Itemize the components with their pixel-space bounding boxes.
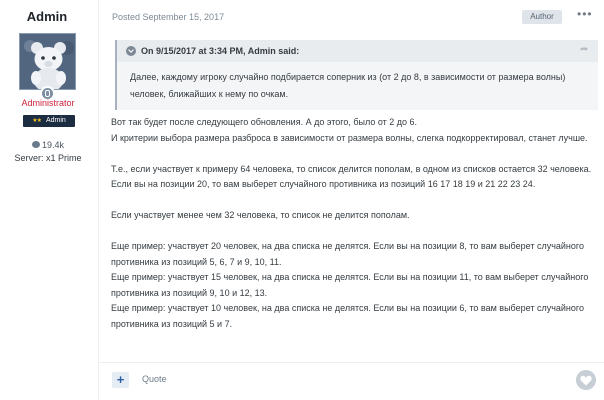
post-paragraph: Если участвует менее чем 32 человека, то список не делится пополам. xyxy=(111,210,410,220)
post-count xyxy=(0,140,96,150)
group-badge xyxy=(23,115,75,127)
group-title: Administrator xyxy=(21,98,75,108)
post-paragraph: Вот так будет после следующего обновления. А до этого, было от 2 до 6. xyxy=(111,117,418,127)
quote-citation: On 9/15/2017 at 3:34 PM, Admin said: xyxy=(141,46,300,56)
post-content xyxy=(98,0,604,400)
author-label: Author xyxy=(522,10,562,24)
collapse-icon[interactable] xyxy=(126,46,136,56)
share-arrow-icon[interactable]: ➦ xyxy=(580,44,589,55)
quote-text: Далее, каждому игроку случайно подбирается соперник из (от 2 до 8, в зависимости от размера волны) человек, ближайших к нему по очкам. xyxy=(130,72,566,99)
stars-icon: ★★ xyxy=(32,118,41,124)
post-paragraph: Еще пример: участвует 15 человек, на два списка не делятся. Если вы на позиции 11, то вам выберет случайного противника из позиций 9, 10 и 12, 13. xyxy=(111,272,589,298)
post-paragraph: Еще пример: участвует 20 человек, на два списка не делятся. Если вы на позиции 8, то вам выберет случайного противника из позиций 5, 6, 7 и 9, 10, 11. xyxy=(111,241,584,267)
post-paragraph: И критерии выбора размера разброса в зависимости от размера волны, слегка подкорректировал, станет лучше. xyxy=(111,132,588,143)
author-panel xyxy=(0,0,98,400)
heart-icon xyxy=(580,375,592,386)
quote-button[interactable]: Quote xyxy=(142,374,167,384)
post-paragraph: Т.е., если участвует к примеру 64 человека, то список делится пополам, в одном из списков остается 32 человека. Если вы на позиции 20, то вам выберет случайного противника из позиций 16 17 18 19 и 21 22 23 24. xyxy=(111,163,592,189)
post-count-value: 19.4k xyxy=(41,140,65,150)
post-paragraph: Еще пример: участвует 10 человек, на два списка не делятся. Если вы на позиции 6, то вам выберет случайного противника из позиций 5 и 7. xyxy=(111,303,584,329)
post-body xyxy=(111,115,596,332)
quote-header xyxy=(117,40,598,62)
quote-block xyxy=(115,40,598,110)
group-badge-label: Admin xyxy=(45,117,66,124)
more-options-icon[interactable]: ••• xyxy=(577,7,593,21)
author-name[interactable]: Admin xyxy=(26,9,68,24)
server-info: Server: x1 Prime xyxy=(14,153,82,163)
multiquote-button[interactable]: + xyxy=(112,372,129,388)
avatar[interactable] xyxy=(19,33,76,90)
post-footer xyxy=(99,362,604,400)
like-button[interactable] xyxy=(576,370,596,390)
comment-icon xyxy=(32,141,40,148)
post-date[interactable]: Posted September 15, 2017 xyxy=(112,12,225,22)
